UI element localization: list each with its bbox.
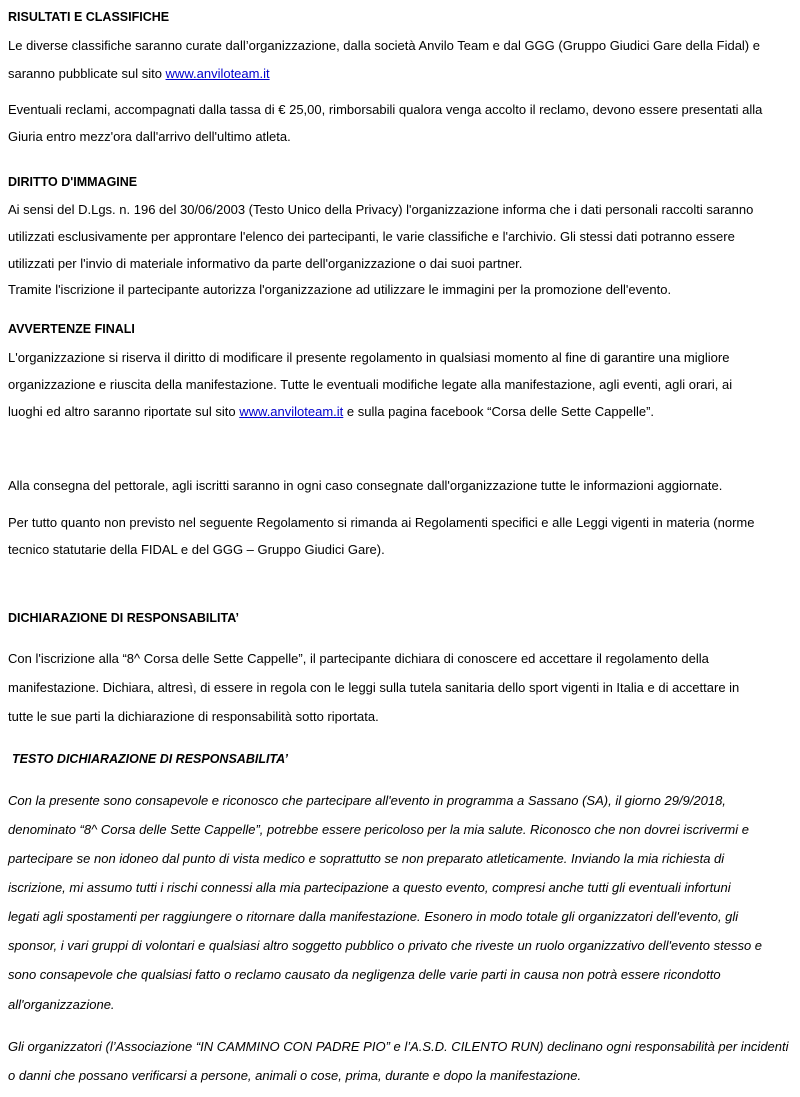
heading-testo-dichiarazione: TESTO DICHIARAZIONE DI RESPONSABILITA’: [12, 752, 288, 766]
testo-line8: all'organizzazione.: [8, 997, 115, 1012]
dichiarazione-line3: tutte le sue parti la dichiarazione di responsabilità sotto riportata.: [8, 709, 379, 724]
testo-line7: sono consapevole che qualsiasi fatto o reclamo causato da negligenza delle varie parti in causa non potrà essere ricondotto: [8, 967, 721, 982]
avvertenze-consegna: Alla consegna del pettorale, agli iscritti saranno in ogni caso consegnate dall'organizzazione tutte le informazioni aggiornate.: [8, 478, 723, 493]
risultati-p2-line2: Giuria entro mezz'ora dall'arrivo dell'ultimo atleta.: [8, 129, 291, 144]
testo-p2-line2: o danni che possano verificarsi a persone, animali o cose, prima, durante e dopo la manifestazione.: [8, 1068, 582, 1083]
testo-line3: partecipare se non idoneo dal punto di vista medico e soprattutto se non preparato atleticamente. Inviando la mia richiesta di: [8, 851, 725, 866]
heading-avvertenze: AVVERTENZE FINALI: [8, 322, 135, 336]
immagine-line2: utilizzati esclusivamente per approntare l'elenco dei partecipanti, le varie classifiche e l'archivio. Gli stessi dati potranno essere: [8, 229, 735, 244]
immagine-line4: Tramite l'iscrizione il partecipante autorizza l'organizzazione ad utilizzare le immagini per la promozione dell'evento.: [8, 282, 672, 297]
immagine-line3: utilizzati per l'invio di materiale informativo da parte dell'organizzazione o dai suoi partner.: [8, 256, 523, 271]
heading-risultati: RISULTATI E CLASSIFICHE: [8, 10, 170, 24]
risultati-p2-line1: Eventuali reclami, accompagnati dalla tassa di € 25,00, rimborsabili qualora venga accolto il reclamo, devono essere presentati alla: [8, 102, 763, 117]
anviloteam-link-2[interactable]: www.anviloteam.it: [239, 404, 344, 419]
immagine-line1: Ai sensi del D.Lgs. n. 196 del 30/06/2003 (Testo Unico della Privacy) l'organizzazione informa che i dati personali raccolti saranno: [8, 202, 754, 217]
heading-diritto-immagine: DIRITTO D'IMMAGINE: [8, 175, 138, 189]
testo-line5: legati agli spostamenti per raggiungere o ritornare dalla manifestazione. Esonero in modo totale gli organizzatori dell'evento, gli: [8, 909, 739, 924]
testo-line2: denominato “8^ Corsa delle Sette Cappelle”, potrebbe essere pericoloso per la mia salute. Riconosco che non dovrei iscrivermi e: [8, 822, 749, 837]
heading-dichiarazione: DICHIARAZIONE DI RESPONSABILITA’: [8, 611, 240, 625]
risultati-p1-line2: [8, 66, 270, 82]
dichiarazione-line1: Con l'iscrizione alla “8^ Corsa delle Sette Cappelle”, il partecipante dichiara di conoscere ed accettare il regolamento della: [8, 651, 709, 666]
avvertenze-line1: L'organizzazione si riserva il diritto di modificare il presente regolamento in qualsiasi momento al fine di garantire una migliore: [8, 350, 730, 365]
risultati-p1-line2-text: saranno pubblicate sul sito: [8, 66, 166, 81]
avvertenze-line3-pre: luoghi ed altro saranno riportate sul sito: [8, 404, 240, 419]
testo-line6: sponsor, i vari gruppi di volontari e qualsiasi altro soggetto pubblico o privato che riveste un ruolo organizzativo dell'evento stesso e: [8, 938, 763, 953]
avvertenze-p3-line1: Per tutto quanto non previsto nel seguente Regolamento si rimanda ai Regolamenti specifici e alle Leggi vigenti in materia (norme: [8, 515, 755, 530]
avvertenze-p3-line2: tecnico statutarie della FIDAL e del GGG – Gruppo Giudici Gare).: [8, 542, 385, 557]
avvertenze-line3: [8, 404, 654, 420]
testo-line1: Con la presente sono consapevole e riconosco che partecipare all'evento in programma a Sassano (SA), il giorno 29/9/2018,: [8, 793, 726, 808]
testo-line4: iscrizione, mi assumo tutti i rischi connessi alla mia partecipazione a questo evento, compresi anche tutti gli eventuali infortuni: [8, 880, 731, 895]
anviloteam-link[interactable]: www.anviloteam.it: [165, 66, 270, 81]
avvertenze-line3-post: e sulla pagina facebook “Corsa delle Sette Cappelle”.: [343, 404, 655, 419]
testo-p2-line1: Gli organizzatori (l’Associazione “IN CAMMINO CON PADRE PIO” e l’A.S.D. CILENTO RUN) declinano ogni responsabilità per incidenti: [8, 1039, 789, 1054]
avvertenze-line2: organizzazione e riuscita della manifestazione. Tutte le eventuali modifiche legate alla manifestazione, agli eventi, agli orari, ai: [8, 377, 733, 392]
risultati-p1-line1: Le diverse classifiche saranno curate dall’organizzazione, dalla società Anvilo Team e dal GGG (Gruppo Giudici Gare della Fidal) e: [8, 38, 760, 53]
dichiarazione-line2: manifestazione. Dichiara, altresì, di essere in regola con le leggi sulla tutela sanitaria dello sport vigenti in Italia e di accettare in: [8, 680, 740, 695]
